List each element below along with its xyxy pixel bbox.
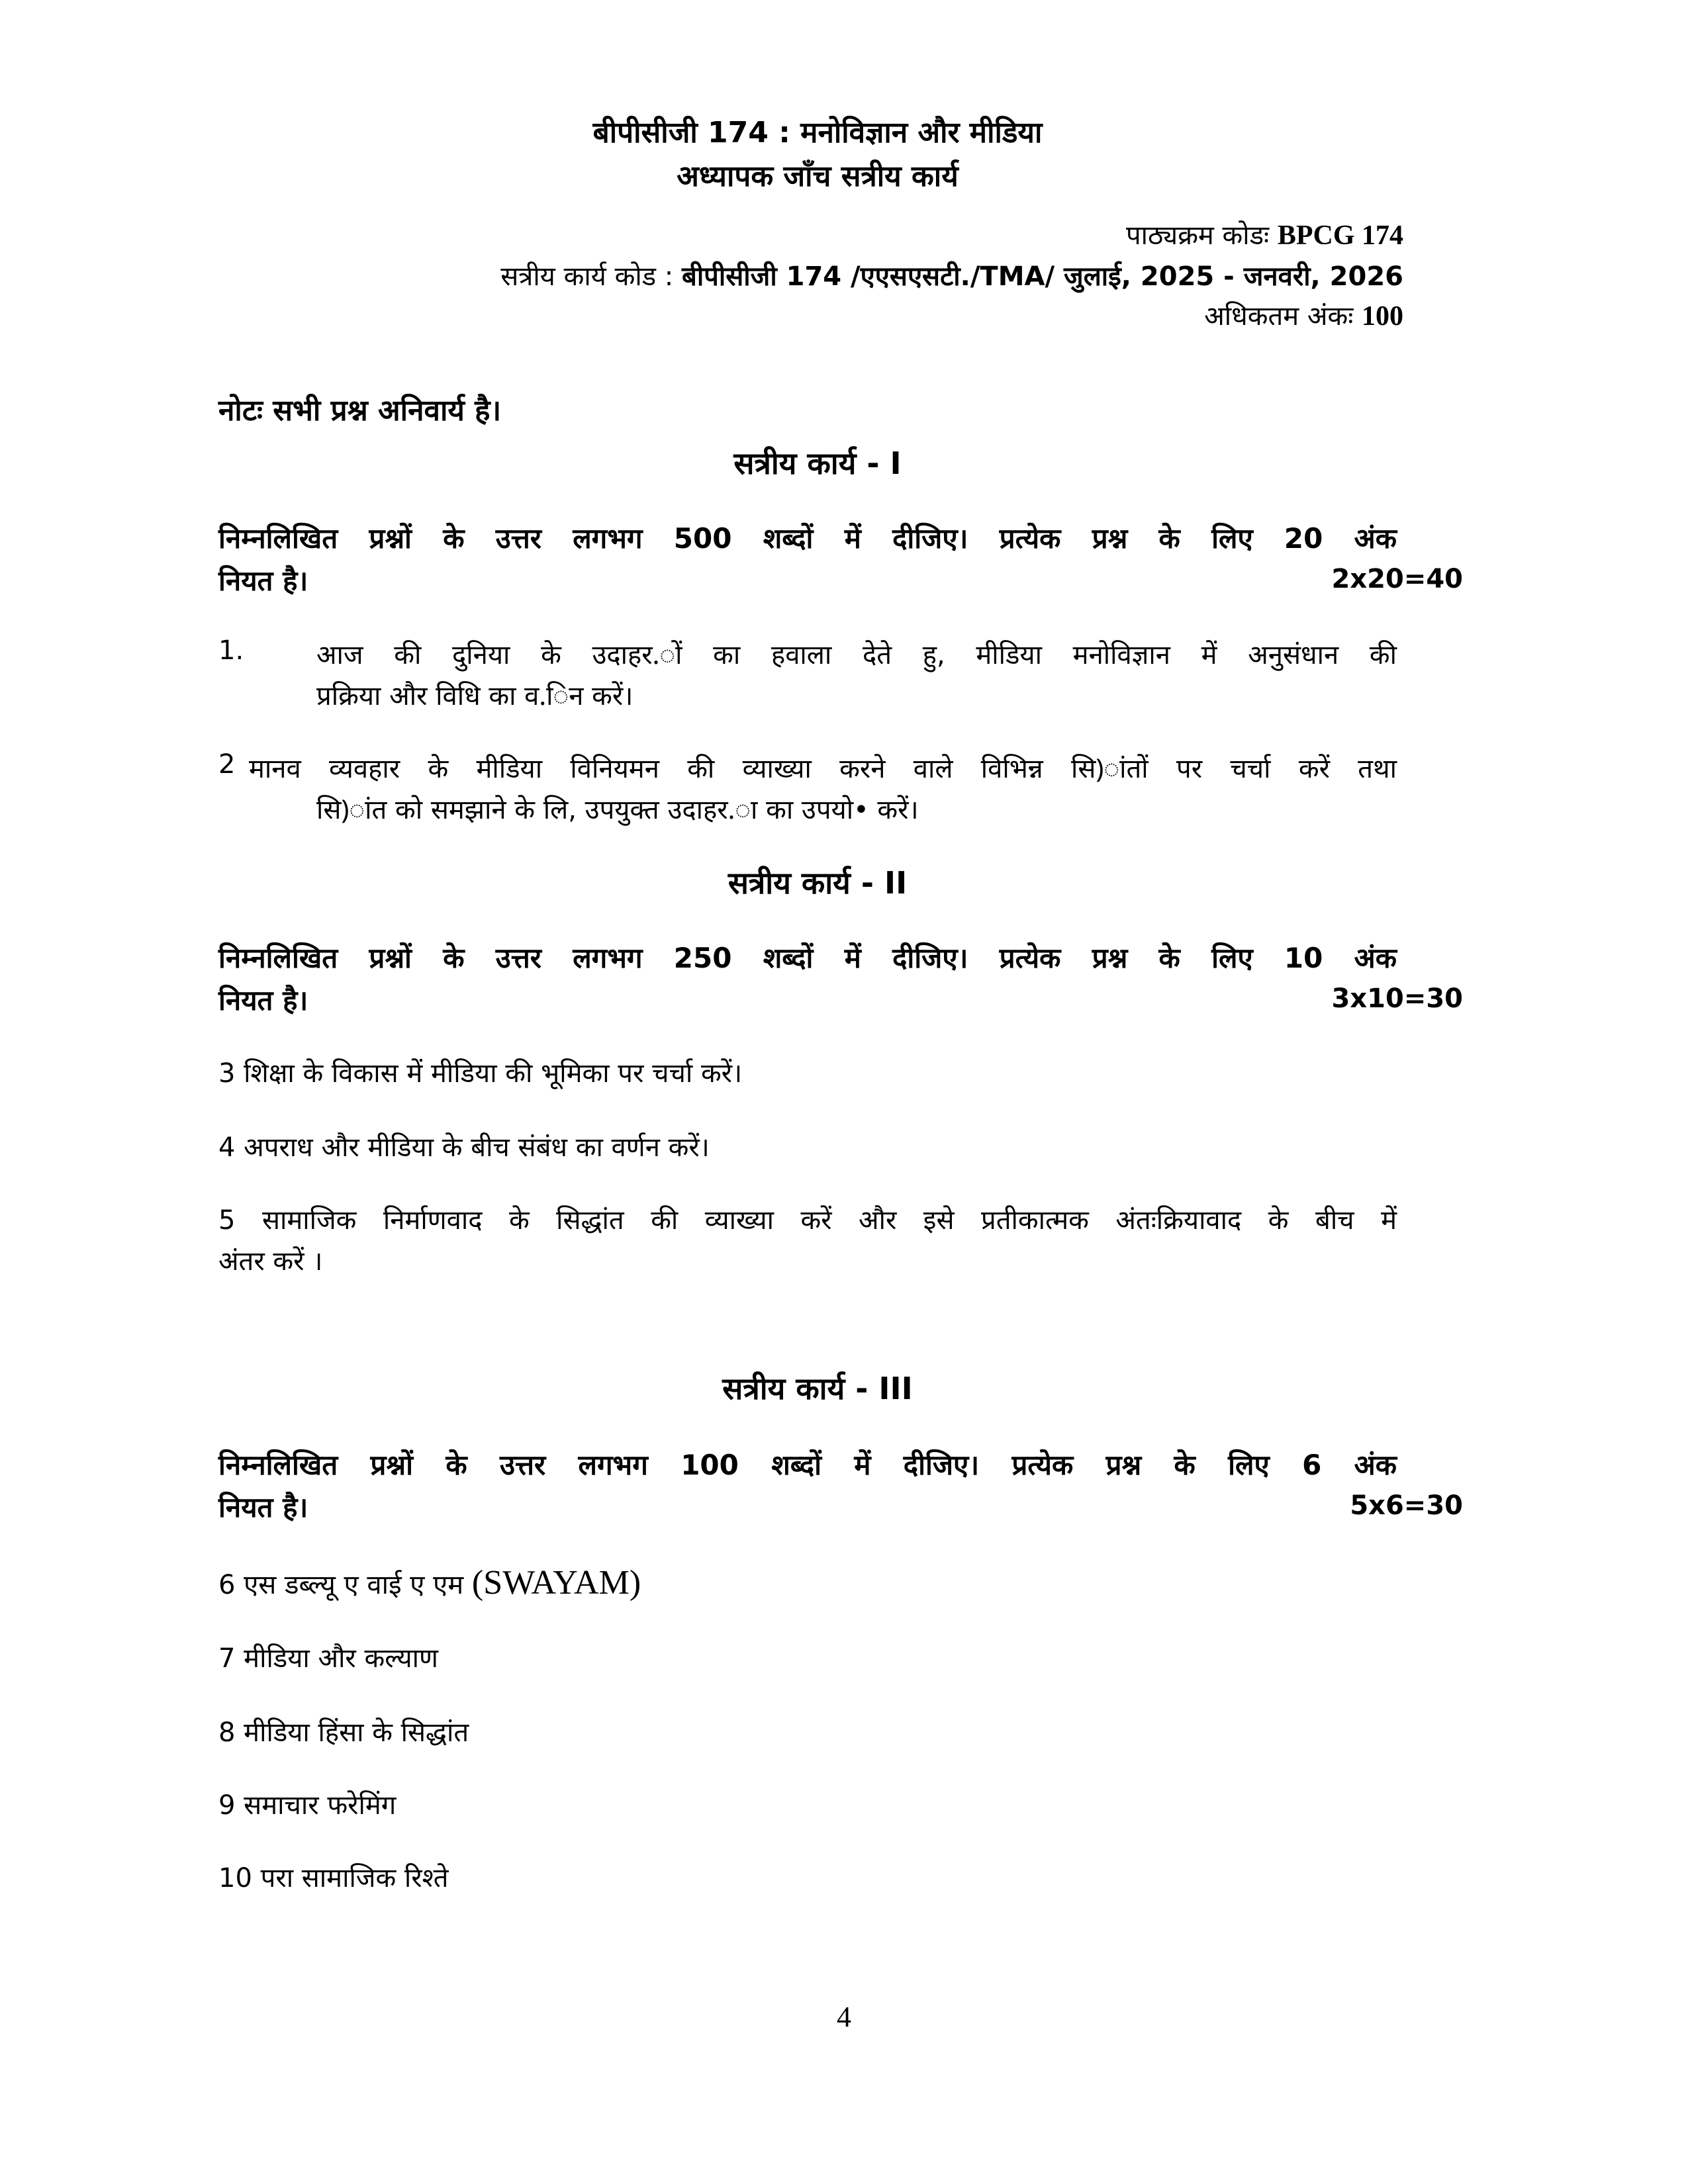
question-1-number: 1. bbox=[218, 635, 244, 666]
question-5-text-cont: अंतर करें । bbox=[218, 1246, 323, 1277]
section-title-2: सत्रीय कार्य - II bbox=[727, 865, 908, 901]
max-marks bbox=[1204, 296, 1403, 333]
note: नोटः सभी प्रश्न अनिवार्य है। bbox=[218, 394, 502, 428]
question-1-text-cont: प्रक्रिया और विधि का व.िन करें। bbox=[316, 681, 633, 711]
section-2-instruction: निम्नलिखित प्रश्नों के उत्तर लगभग 250 शब्दों में दीजिए। प्रत्येक प्रश्न के लिए 10 अंक bbox=[218, 942, 1397, 974]
question-6-acronym: (SWAYAM) bbox=[471, 1564, 641, 1602]
section-3-instruction-cont: नियत है। bbox=[218, 1491, 308, 1524]
question-8: 8 मीडिया हिंसा के सिद्धांत bbox=[218, 1717, 469, 1748]
course-code bbox=[1126, 216, 1403, 252]
section-title-1: सत्रीय कार्य - I bbox=[733, 445, 902, 481]
assignment-code bbox=[500, 257, 1403, 293]
section-3-instruction: निम्नलिखित प्रश्नों के उत्तर लगभग 100 शब्दों में दीजिए। प्रत्येक प्रश्न के लिए 6 अंक bbox=[218, 1449, 1397, 1481]
page-number: 4 bbox=[837, 2001, 851, 2033]
section-1-marks: 2x20=40 bbox=[1331, 564, 1463, 594]
section-title-3: सत्रीय कार्य - III bbox=[722, 1371, 913, 1406]
question-4: 4 अपराध और मीडिया के बीच संबंध का वर्णन करें। bbox=[218, 1132, 710, 1163]
question-2-text: मानव व्यवहार के मीडिया विनियमन की व्याख्या करने वाले विभिन्न सि)ांतों पर चर्चा करें तथा bbox=[249, 754, 1397, 784]
max-marks-value: 100 bbox=[1362, 301, 1403, 332]
question-2-number: 2 bbox=[218, 749, 236, 780]
course-code-label: पाठ्यक्रम कोडः bbox=[1125, 220, 1278, 251]
question-7: 7 मीडिया और कल्याण bbox=[218, 1643, 438, 1674]
course-code-value: BPCG 174 bbox=[1277, 220, 1403, 251]
section-2-marks: 3x10=30 bbox=[1331, 983, 1463, 1014]
assignment-code-label: सत्रीय कार्य कोड : bbox=[500, 261, 682, 292]
question-5-text: 5 सामाजिक निर्माणवाद के सिद्धांत की व्याख्या करें और इसे प्रतीकात्मक अंतःक्रियावाद के बीच में bbox=[218, 1205, 1397, 1236]
section-2-instruction-cont: नियत है। bbox=[218, 984, 308, 1017]
question-2-text-cont: सि)ांत को समझाने के लि, उपयुक्त उदाहर.ा का उपयो• करें। bbox=[316, 795, 919, 825]
question-6-text: 6 एस डब्ल्यू ए वाई ए एम bbox=[218, 1570, 472, 1600]
section-1-instruction-cont: नियत है। bbox=[218, 565, 308, 597]
document-title: बीपीसीजी 174 : मनोविज्ञान और मीडिया bbox=[592, 116, 1043, 150]
question-3: 3 शिक्षा के विकास में मीडिया की भूमिका पर चर्चा करें। bbox=[218, 1058, 743, 1089]
section-1-instruction: निम्नलिखित प्रश्नों के उत्तर लगभग 500 शब्दों में दीजिए। प्रत्येक प्रश्न के लिए 20 अंक bbox=[218, 522, 1397, 555]
question-1-text: आज की दुनिया के उदाहर.ों का हवाला देते हु, मीडिया मनोविज्ञान में अनुसंधान की bbox=[316, 640, 1397, 670]
section-3-marks: 5x6=30 bbox=[1350, 1490, 1463, 1521]
document-subtitle: अध्यापक जाँच सत्रीय कार्य bbox=[677, 159, 959, 193]
question-10: 10 परा सामाजिक रिश्ते bbox=[218, 1863, 449, 1893]
question-6 bbox=[218, 1563, 641, 1602]
max-marks-label: अधिकतम अंकः bbox=[1204, 301, 1362, 332]
assignment-code-value: बीपीसीजी 174 /एएसएसटी./TMA/ जुलाई, 2025 - जनवरी, 2026 bbox=[681, 261, 1403, 292]
question-9: 9 समाचार फरेमिंग bbox=[218, 1790, 397, 1821]
